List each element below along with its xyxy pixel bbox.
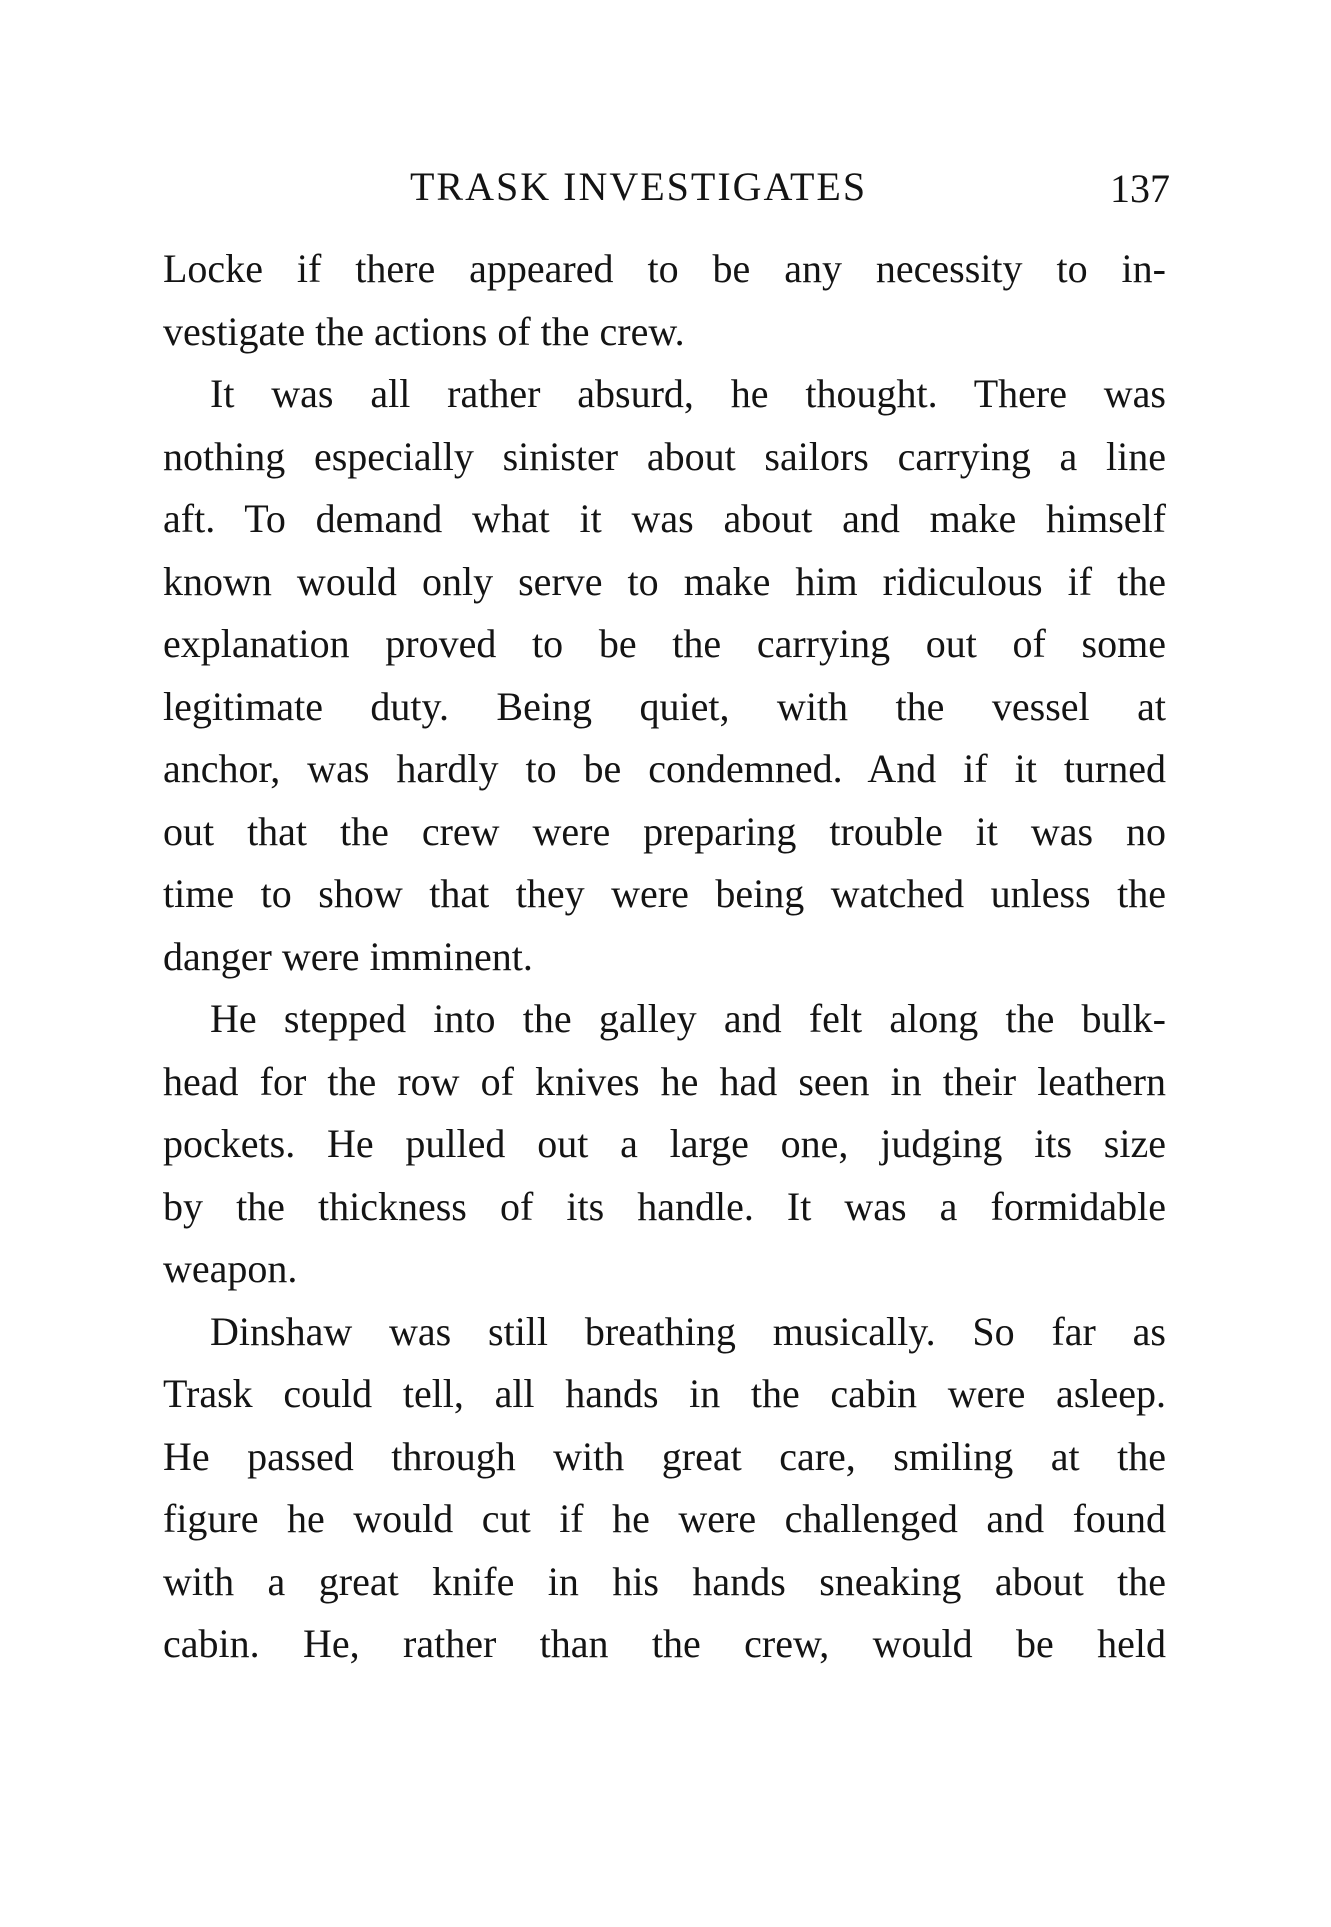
text-line: anchor, was hardly to be condemned. And if it turned: [163, 746, 1166, 791]
text-line: danger were imminent.: [163, 933, 533, 979]
text-line: It was all rather absurd, he thought. There was: [210, 371, 1166, 416]
text-line: time to show that they were being watched unless the: [163, 871, 1166, 916]
text-line: Trask could tell, all hands in the cabin were asleep.: [163, 1371, 1166, 1416]
text-line: out that the crew were preparing trouble it was no: [163, 808, 1166, 854]
text-line: head for the row of knives he had seen in their leathern: [163, 1058, 1166, 1104]
text-line: He passed through with great care, smiling at the: [163, 1433, 1166, 1479]
text-line: known would only serve to make him ridiculous if the: [163, 558, 1166, 604]
text-line: aft. To demand what it was about and make himself: [163, 496, 1166, 541]
text-line: with a great knife in his hands sneaking about the: [163, 1558, 1166, 1604]
text-line: explanation proved to be the carrying out of some: [163, 621, 1166, 666]
text-line: nothing especially sinister about sailors carrying a line: [163, 433, 1166, 479]
text-line: Dinshaw was still breathing musically. So far as: [210, 1308, 1166, 1354]
text-line: figure he would cut if he were challenged and found: [163, 1496, 1166, 1541]
running-head: [160, 162, 1170, 212]
text-line: vestigate the actions of the crew.: [163, 308, 685, 354]
text-line: cabin. He, rather than the crew, would be held: [163, 1621, 1166, 1666]
body-text: [163, 238, 1166, 1676]
running-title: TRASK INVESTIGATES: [410, 164, 868, 209]
text-line: He stepped into the galley and felt along the bulk-: [210, 996, 1166, 1041]
text-line: by the thickness of its handle. It was a formidable: [163, 1183, 1166, 1229]
text-line: Locke if there appeared to be any necessity to in-: [163, 246, 1166, 291]
text-line: weapon.: [163, 1246, 298, 1291]
text-line: legitimate duty. Being quiet, with the vessel at: [163, 683, 1166, 729]
text-line: pockets. He pulled out a large one, judging its size: [163, 1121, 1166, 1166]
page-number: 137: [1110, 166, 1170, 211]
